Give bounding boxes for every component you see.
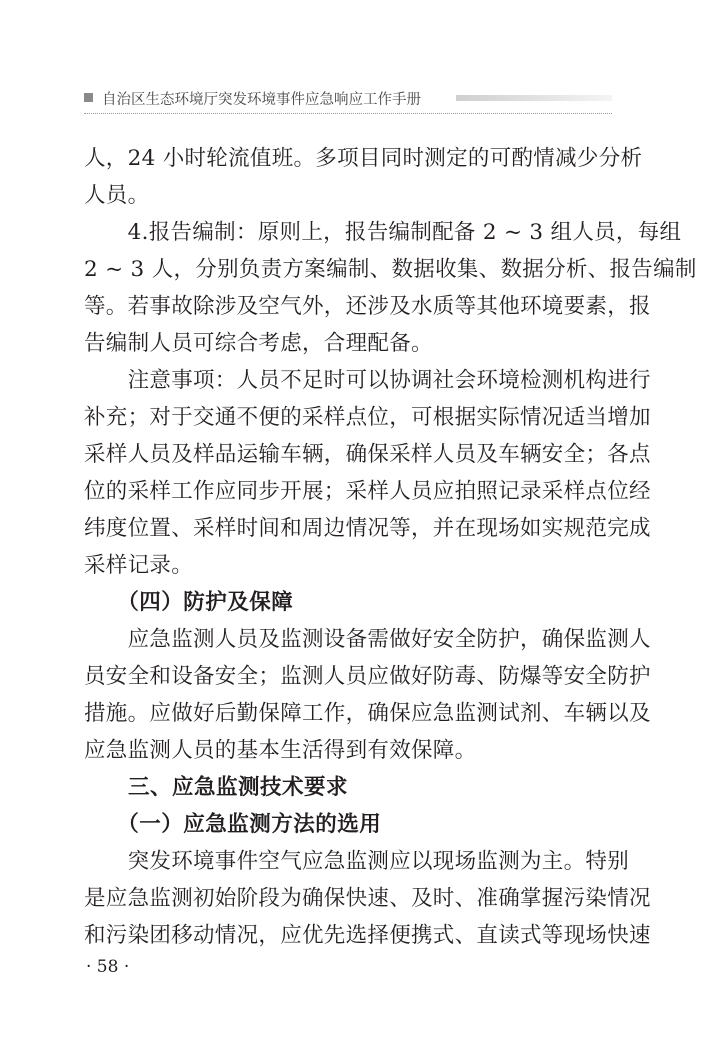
running-header (84, 88, 612, 110)
text-line: 和污染团移动情况，应优先选择便携式、直读式等现场快速 (84, 923, 651, 948)
text-line: 2 ~ 3 人，分别负责方案编制、数据收集、数据分析、报告编制 (84, 257, 697, 282)
text-line: 措施。应做好后勤保障工作，确保应急监测试剂、车辆以及 (84, 701, 651, 726)
text-line: 注意事项：人员不足时可以协调社会环境检测机构进行 (84, 368, 651, 393)
text-line: 采样记录。 (84, 553, 194, 578)
header-title: 自治区生态环境厅突发环境事件应急响应工作手册 (102, 92, 421, 108)
text-line: 告编制人员可综合考虑，合理配备。 (84, 331, 433, 356)
text-line: 人，24 小时轮流值班。多项目同时测定的可酌情减少分析 (84, 146, 643, 171)
header-gradient-bar (456, 95, 612, 101)
section-heading-technical: 三、应急监测技术要求 (84, 775, 349, 800)
text-line: 采样人员及样品运输车辆，确保采样人员及车辆安全；各点 (84, 442, 651, 467)
body-text (84, 140, 697, 954)
header-square-icon (84, 93, 93, 102)
page-number: · 58 · (86, 957, 130, 977)
header-dotted-rule (84, 113, 612, 114)
section-heading-protection: （四）防护及保障 (84, 590, 294, 615)
text-line: 纬度位置、采样时间和周边情况等，并在现场如实规范完成 (84, 516, 651, 541)
text-line: 是应急监测初始阶段为确保快速、及时、准确掌握污染情况 (84, 886, 651, 911)
text-line: 人员。 (84, 183, 150, 208)
text-line: 员安全和设备安全；监测人员应做好防毒、防爆等安全防护 (84, 664, 651, 689)
text-line: 补充；对于交通不便的采样点位，可根据实际情况适当增加 (84, 405, 651, 430)
text-line: 4.报告编制：原则上，报告编制配备 2 ~ 3 组人员，每组 (84, 220, 682, 245)
text-line: 应急监测人员的基本生活得到有效保障。 (84, 738, 477, 763)
text-line: 突发环境事件空气应急监测应以现场监测为主。特别 (84, 849, 630, 874)
text-line: 位的采样工作应同步开展；采样人员应拍照记录采样点位经 (84, 479, 651, 504)
text-line: 等。若事故除涉及空气外，还涉及水质等其他环境要素，报 (84, 294, 651, 319)
section-heading-methods: （一）应急监测方法的选用 (84, 812, 382, 837)
text-line: 应急监测人员及监测设备需做好安全防护，确保监测人 (84, 627, 651, 652)
